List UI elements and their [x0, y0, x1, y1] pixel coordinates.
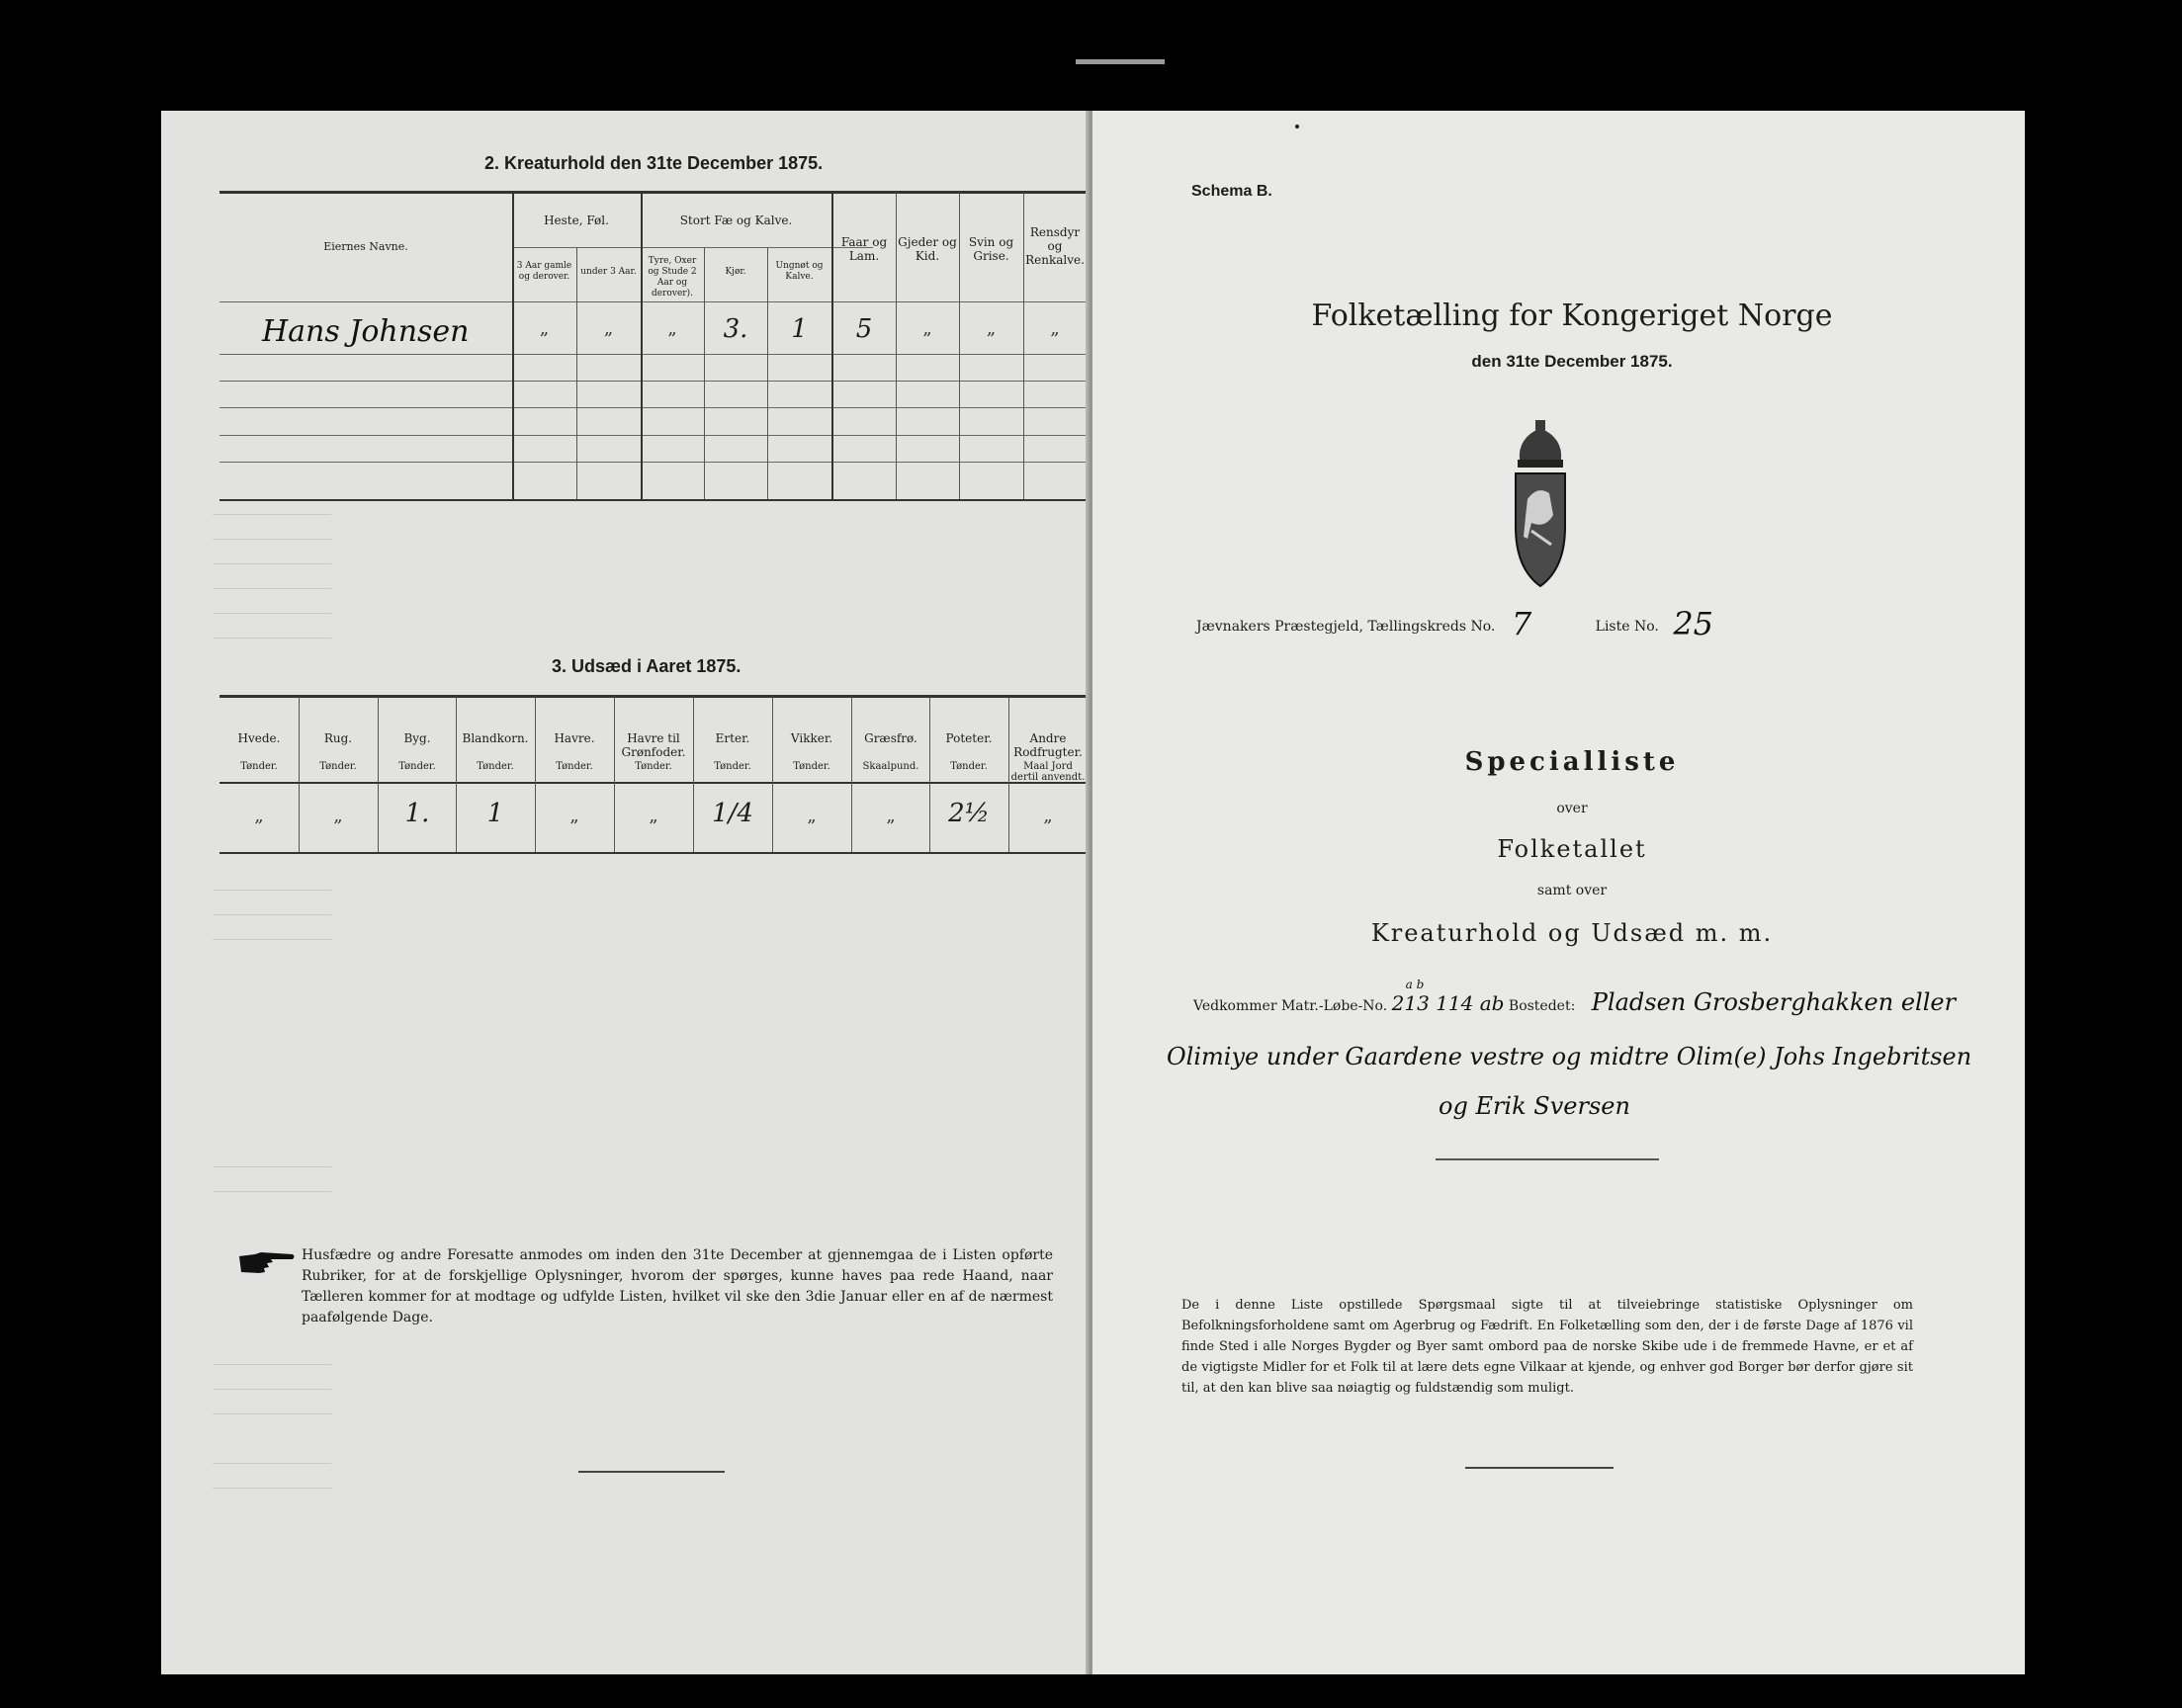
seed-col-unit: Tønder. [477, 761, 514, 772]
seed-col-label: Græsfrø. [864, 731, 917, 745]
seed-column-divider [378, 697, 379, 852]
seed-col-label: Blandkorn. [462, 731, 529, 745]
norway-coat-of-arms [1510, 420, 1571, 592]
pointing-hand-icon [237, 1248, 297, 1282]
goats-header: Gjeder og Kid. [898, 235, 957, 263]
ink-dot [1295, 125, 1299, 128]
horses-young-header: under 3 Aar. [580, 267, 637, 277]
young-cattle-header: Ungnøt og Kalve. [775, 261, 824, 282]
kreds-number: 7 [1511, 605, 1532, 642]
goats-value: „ [922, 318, 932, 339]
seed-column-divider [456, 697, 457, 852]
seed-column-divider [772, 697, 773, 852]
bosted-line2: Olimiye under Gaardene vestre og midtre Olim(e) Johs Ingebritsen [1167, 1043, 1972, 1070]
seed-col-label: Andre Rodfrugter. [1013, 731, 1083, 759]
seed-col-unit: Skaalpund. [862, 761, 919, 772]
seed-col-value: „ [1043, 806, 1053, 826]
seed-col-label: Havre til Grønfoder. [621, 731, 686, 759]
seed-col-value: „ [254, 806, 264, 826]
pigs-value: „ [986, 318, 997, 339]
seed-col-label: Byg. [403, 731, 431, 745]
matr-label: Vedkommer Matr.-Løbe-No. [1193, 998, 1388, 1014]
seed-col-unit: Tønder. [398, 761, 436, 772]
seed-col-label: Poteter. [945, 731, 993, 745]
seed-col-value: 1 [486, 799, 504, 828]
liste-label: Liste No. [1595, 619, 1659, 635]
seed-col-unit: Tønder. [793, 761, 830, 772]
matr-number [1391, 978, 1505, 1015]
young-cattle-value: 1 [791, 314, 808, 344]
seed-col-value: „ [649, 806, 658, 826]
bulls-value: „ [667, 318, 677, 339]
seed-col-unit: Tønder. [950, 761, 988, 772]
schema-label: Schema B. [1191, 183, 1272, 200]
seed-col-value: „ [807, 806, 817, 826]
seed-col-value: 1/4 [712, 799, 753, 828]
sheep-value: 5 [855, 314, 873, 344]
census-date: den 31te December 1875. [1471, 352, 1673, 371]
seed-col-label: Havre. [554, 731, 595, 745]
owner-name: Hans Johnsen [262, 314, 470, 349]
cattle-header: Stort Fæ og Kalve. [679, 214, 793, 227]
livestock-section-title: 2. Kreaturhold den 31te December 1875. [484, 153, 824, 173]
bosted-label: Bostedet: [1508, 998, 1576, 1014]
cows-value: 3. [723, 314, 748, 344]
bulls-header: Tyre, Oxer og Stude 2 Aar og derover). [648, 256, 697, 299]
seed-col-unit: Tønder. [635, 761, 672, 772]
top-margin-rule [1076, 59, 1165, 64]
left-end-rule [578, 1471, 725, 1473]
matr-number-text: 213 114 ab [1391, 991, 1505, 1015]
liste-number: 25 [1673, 605, 1714, 642]
seed-col-value: 2½ [948, 799, 990, 828]
horses-old-value: „ [539, 318, 550, 339]
matr-line [1193, 978, 1957, 1016]
special-list-title: Specialliste [1464, 747, 1680, 777]
census-purpose-text: De i denne Liste opstillede Spørgsmaal sigte til at tilveiebringe statistiske Oplysninger om Befolkningsforholdene samt om Agerbrug og Fædrift. En Folketælling som den, der i de første Dage af 1876 vil finde Sted i alle Norges Bygder og Byer samt ombord paa de norske Skibe ude i de fremmede Havne, er et af de vigtigste Midler for et Folk til at lære dets egne Vilkaar at kjende, og enhver god Borger bør derfor gjøre sit til, at den kan blive saa nøiagtig og fuldstændig som muligt. [1181, 1298, 1913, 1396]
seed-col-value: „ [886, 806, 896, 826]
instructions-notice: Husfædre og andre Foresatte anmodes om inden den 31te December at gjennemgaa de i Listen opførte Rubriker, for at de forskjellige Oplysninger, hvorom der spørges, kunne haves paa rede Haand, naar Tælleren kommer for at modtage og udfylde Listen, hvilket vil ske den 3die Januar eller en af de nærmest paafølgende Dage. [302, 1247, 1053, 1325]
seed-column-divider [929, 697, 930, 852]
seed-col-label: Vikker. [790, 731, 833, 745]
seed-column-divider [614, 697, 615, 852]
over-label: over [1556, 801, 1588, 816]
pigs-header: Svin og Grise. [968, 235, 1014, 263]
seed-col-unit: Tønder. [714, 761, 751, 772]
seed-column-divider [299, 697, 300, 852]
seed-col-label: Erter. [715, 731, 750, 745]
kreaturhold-label: Kreaturhold og Udsæd m. m. [1370, 919, 1774, 947]
bosted-line1: Pladsen Grosberghakken eller [1591, 988, 1957, 1016]
cows-header: Kjør. [725, 267, 746, 277]
folketallet-label: Folketallet [1497, 835, 1647, 863]
seed-section-title: 3. Udsæd i Aaret 1875. [552, 656, 742, 676]
divider-rule [1436, 1158, 1659, 1160]
census-title: Folketælling for Kongeriget Norge [1311, 299, 1833, 333]
seed-col-unit: Maal Jord dertil anvendt. [1010, 761, 1086, 783]
reindeer-value: „ [1050, 318, 1060, 339]
seed-column-divider [693, 697, 694, 852]
seed-column-divider [851, 697, 852, 852]
parish-line [1196, 601, 1714, 642]
seed-col-unit: Tønder. [556, 761, 593, 772]
samt-over-label: samt over [1536, 883, 1608, 898]
seed-col-value: „ [569, 806, 579, 826]
sheep-header: Faar og Lam. [840, 235, 888, 263]
reindeer-header: Rensdyr og Renkalve. [1025, 225, 1085, 267]
horses-young-value: „ [603, 318, 614, 339]
seed-col-value: 1. [404, 799, 430, 828]
parish-prefix: Jævnakers Præstegjeld, Tællingskreds No. [1196, 619, 1496, 635]
seed-col-value: „ [333, 806, 343, 826]
seed-col-unit: Tønder. [240, 761, 278, 772]
horses-old-header: 3 Aar gamle og derover. [516, 261, 572, 282]
seed-col-label: Hvede. [237, 731, 281, 745]
horses-header: Heste, Føl. [544, 214, 609, 227]
right-end-rule [1465, 1467, 1614, 1469]
seed-column-divider [535, 697, 536, 852]
owner-header: Eiernes Navne. [323, 240, 408, 253]
bosted-line3: og Erik Sversen [1439, 1092, 1630, 1120]
seed-col-label: Rug. [323, 731, 353, 745]
seed-col-unit: Tønder. [319, 761, 357, 772]
matr-superscript: a b [1405, 978, 1425, 991]
